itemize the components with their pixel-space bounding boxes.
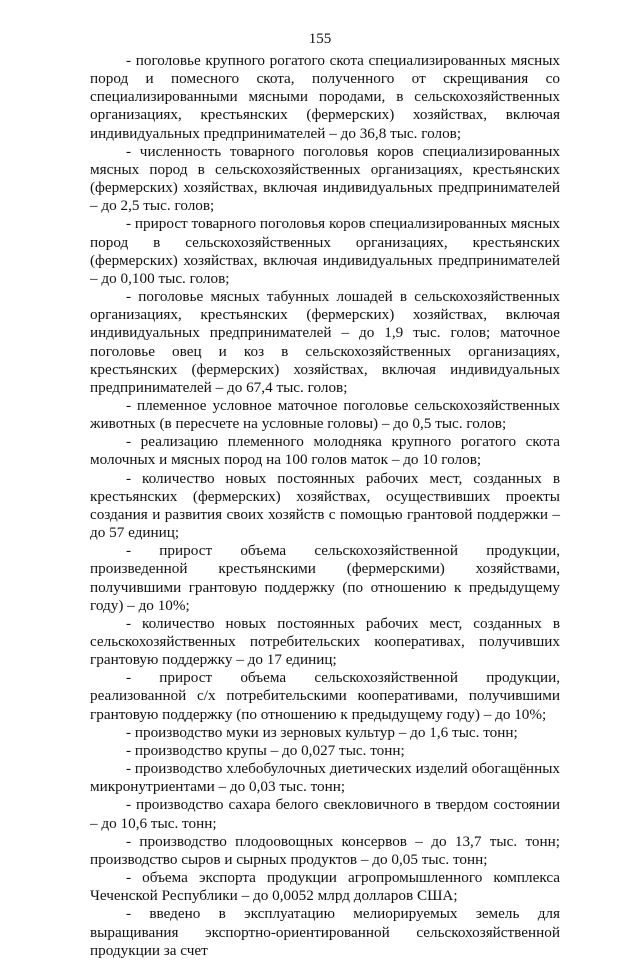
paragraph: - прирост объема сельскохозяйственной продукции, произведенной крестьянскими (фермерскими) хозяйствами, получившими грантовую поддержку (по отношению к предыдущему году) – до 10%;	[90, 542, 560, 614]
page-number: 155	[308, 31, 332, 47]
paragraph: - производство крупы – до 0,027 тыс. тонн;	[126, 741, 405, 759]
paragraph: - производство муки из зерновых культур – до 1,6 тыс. тонн;	[126, 723, 518, 741]
paragraph: - производство хлебобулочных диетических изделий обогащённых микронутриентами – до 0,03 тыс. тонн;	[90, 760, 560, 796]
paragraph: - введено в эксплуатацию мелиорируемых земель для выращивания экспортно-ориентированной сельскохозяйственной продукции за счет	[90, 905, 560, 959]
paragraph: - производство плодоовощных консервов – до 13,7 тыс. тонн; производство сыров и сырных продуктов – до 0,05 тыс. тонн;	[90, 832, 560, 868]
paragraph: - реализацию племенного молодняка крупного рогатого скота молочных и мясных пород на 100 голов маток – до 10 голов;	[90, 433, 560, 469]
paragraph: - производство сахара белого свекловичного в твердом состоянии – до 10,6 тыс. тонн;	[90, 796, 560, 832]
paragraph: - поголовье крупного рогатого скота специализированных мясных пород и помесного скота, полученного от скрещивания со специализированными мясными породами, в сельскохозяйственных организациях, крестьянских (фермерских) хозяйствах, включая индивидуальных предпринимателей – до 36,8 тыс. голов;	[90, 52, 560, 142]
paragraph: - прирост объема сельскохозяйственной продукции, реализованной с/х потребительскими кооперативами, получившими грантовую поддержку (по отношению к предыдущему году) – до 10%;	[90, 669, 560, 723]
paragraph: - племенное условное маточное поголовье сельскохозяйственных животных (в пересчете на условные головы) – до 0,5 тыс. голов;	[90, 396, 560, 433]
document-body	[90, 52, 560, 960]
paragraph: - прирост товарного поголовья коров специализированных мясных пород в сельскохозяйственных организациях, крестьянских (фермерских) хозяйствах, включая индивидуальных предпринимателей – до 0,100 тыс. голов;	[90, 215, 560, 287]
paragraph: - количество новых постоянных рабочих мест, созданных в крестьянских (фермерских) хозяйствах, осуществивших проекты создания и развития своих хозяйств с помощью грантовой поддержки – до 57 единиц;	[90, 469, 560, 542]
paragraph: - объема экспорта продукции агропромышленного комплекса Чеченской Республики – до 0,0052 млрд долларов США;	[90, 869, 560, 905]
paragraph: - поголовье мясных табунных лошадей в сельскохозяйственных организациях, крестьянских (фермерских) хозяйствах, включая индивидуальных предпринимателей – до 1,9 тыс. голов; маточное поголовье овец и коз в сельскохозяйственных организациях, крестьянских (фермерских) хозяйствах, включая индивидуальных предпринимателей – до 67,4 тыс. голов;	[90, 288, 560, 396]
paragraph: - количество новых постоянных рабочих мест, созданных в сельскохозяйственных потребительских кооперативах, получивших грантовую поддержку – до 17 единиц;	[90, 614, 560, 669]
paragraph: - численность товарного поголовья коров специализированных мясных пород в сельскохозяйственных организациях, крестьянских (фермерских) хозяйствах, включая индивидуальных предпринимателей – до 2,5 тыс. голов;	[90, 142, 560, 215]
